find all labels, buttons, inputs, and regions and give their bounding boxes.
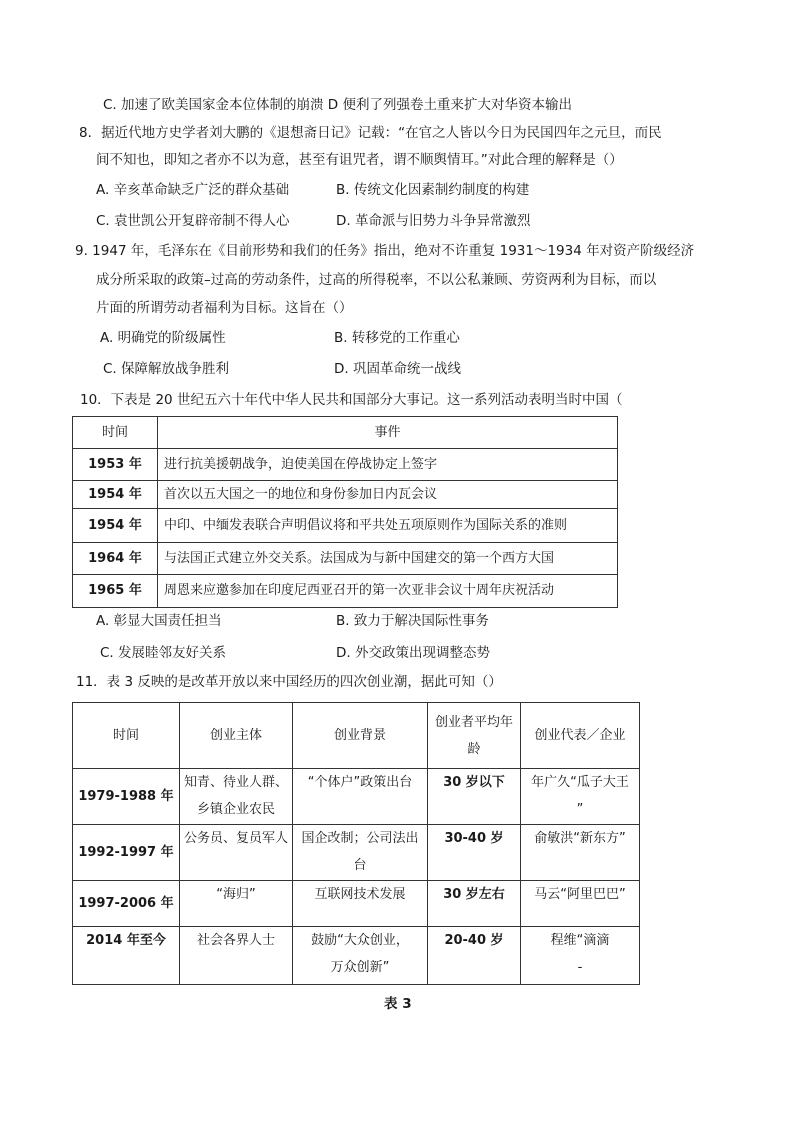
q9-option-a[interactable]: A. 明确党的阶级属性 [100,330,226,346]
row-subject [180,927,293,985]
row-event: 进行抗美援朝战争，迫使美国在停战协定上签字 [158,449,618,481]
row-age: 30-40 岁 [428,825,521,881]
row-subject [180,769,293,825]
header-background: 创业背景 [293,703,428,769]
header-age-line-1: 创业者平均年 [434,714,513,730]
q9-option-b[interactable]: B. 转移党的工作重心 [334,330,460,346]
q10-option-a[interactable]: A. 彰显大国责任担当 [96,613,222,629]
row-age: 30 岁左右 [428,881,521,927]
header-time: 时间 [73,417,158,449]
row-rep-line-1: 年广久“瓜子大王 [531,775,629,790]
q9-stem-line-3: 片面的所谓劳动者福利为目标。这旨在（） [96,300,353,316]
row-rep [521,881,640,927]
q9-stem-line-1: 9. 1947 年，毛泽东在《目前形势和我们的任务》指出，绝对不许重复 1931～1934 年对资产阶级经济 [75,243,695,259]
q8-option-c[interactable]: C. 袁世凯公开复辟帝制不得人心 [96,213,290,229]
row-age: 30 岁以下 [428,769,521,825]
row-year: 1964 年 [73,543,158,575]
q9-option-d[interactable]: D. 巩固革命统一战线 [334,361,461,377]
row-rep [521,927,640,985]
q11-entrepreneurship-table [72,702,640,985]
q10-events-table [72,416,618,608]
row-background [293,825,428,881]
row-year: 1965 年 [73,575,158,608]
row-event: 与法国正式建立外交关系。法国成为与新中国建交的第一个西方大国 [158,543,618,575]
q11-stem: 11．表 3 反映的是改革开放以来中国经历的四次创业潮，据此可知（） [76,674,502,690]
row-subject [180,881,293,927]
q9-stem-line-2: 成分所采取的政策–过高的劳动条件，过高的所得税率，不以公私兼顾、劳资两利为目标，而以 [96,272,657,288]
row-background-line-2: 台 [353,858,367,873]
row-rep-line-1: 程维“滴滴 [550,933,610,948]
q9-option-c[interactable]: C. 保障解放战争胜利 [103,361,230,377]
q10-option-d[interactable]: D. 外交政策出现调整态势 [336,645,490,661]
table-row [73,825,640,881]
row-time: 1997-2006 年 [73,881,180,927]
header-time: 时间 [73,703,180,769]
header-event: 事件 [158,417,618,449]
table-header-row [73,703,640,769]
q10-option-c[interactable]: C. 发展睦邻友好关系 [100,645,227,661]
row-background-line-1: 互联网技术发展 [314,887,406,902]
row-event: 中印、中缅发表联合声明倡议将和平共处五项原则作为国际关系的准则 [158,509,618,543]
header-subject: 创业主体 [180,703,293,769]
row-time: 2014 年至今 [73,927,180,985]
table-row [73,449,618,481]
row-background [293,769,428,825]
table-row [73,769,640,825]
row-subject-line-1: 知青、待业人群、 [183,775,288,790]
row-year: 1953 年 [73,449,158,481]
q10-option-b[interactable]: B. 致力于解决国际性事务 [336,613,489,629]
q7-option-c-d: C. 加速了欧美国家金本位体制的崩溃 D 便利了列强卷土重来扩大对华资本输出 [103,97,572,113]
row-rep-line-2: - [577,960,583,975]
row-age: 20-40 岁 [428,927,521,985]
table-row [73,881,640,927]
row-rep-line-1: 俞敏洪“新东方” [534,831,626,846]
table-header-row [73,417,618,449]
row-background-line-1: 国企改制；公司法出 [301,831,419,846]
q8-option-b[interactable]: B. 传统文化因素制约制度的构建 [336,182,530,198]
table-row [73,481,618,509]
row-background [293,927,428,985]
row-background-line-1: “个体户”政策出台 [307,775,413,790]
row-year: 1954 年 [73,481,158,509]
row-rep-line-1: 马云“阿里巴巴” [534,887,626,902]
table-row [73,543,618,575]
row-year: 1954 年 [73,509,158,543]
q8-option-d[interactable]: D. 革命派与旧势力斗争异常激烈 [336,213,531,229]
row-rep [521,825,640,881]
row-event: 周恩来应邀参加在印度尼西亚召开的第一次亚非会议十周年庆祝活动 [158,575,618,608]
table-caption: 表 3 [384,996,412,1012]
table-row [73,509,618,543]
row-time: 1979-1988 年 [73,769,180,825]
row-subject-line-1: 社会各界人士 [196,933,275,948]
row-subject-line-1: “海归” [216,887,256,902]
header-rep: 创业代表／企业 [521,703,640,769]
q8-stem-line-2: 间不知也，即知之者亦不以为意，甚至有诅咒者，谓不顺舆情耳。”对此合理的解释是（） [96,152,623,168]
row-background-line-1: 鼓励“大众创业， [311,933,409,948]
row-rep-line-2: ” [576,802,584,817]
q10-stem: 10．下表是 20 世纪五六十年代中华人民共和国部分大事记。这一系列活动表明当时中国（ [80,392,623,408]
row-rep [521,769,640,825]
q8-option-a[interactable]: A. 辛亥革命缺乏广泛的群众基础 [96,182,290,198]
header-age-line-2: 龄 [467,741,481,757]
row-time: 1992-1997 年 [73,825,180,881]
table-row [73,575,618,608]
row-background [293,881,428,927]
row-background-line-2: 万众创新” [330,960,390,975]
table-row [73,927,640,985]
q8-stem-line-1: 8．据近代地方史学者刘大鹏的《退想斋日记》记载：“在官之人皆以今日为民国四年之元旦，而民 [79,125,662,141]
row-subject-line-2: 乡镇企业农民 [196,802,275,817]
row-subject-line-1: 公务员、复员军人 [183,831,288,846]
header-age [428,703,521,769]
row-subject [180,825,293,881]
row-event: 首次以五大国之一的地位和身份参加日内瓦会议 [158,481,618,509]
